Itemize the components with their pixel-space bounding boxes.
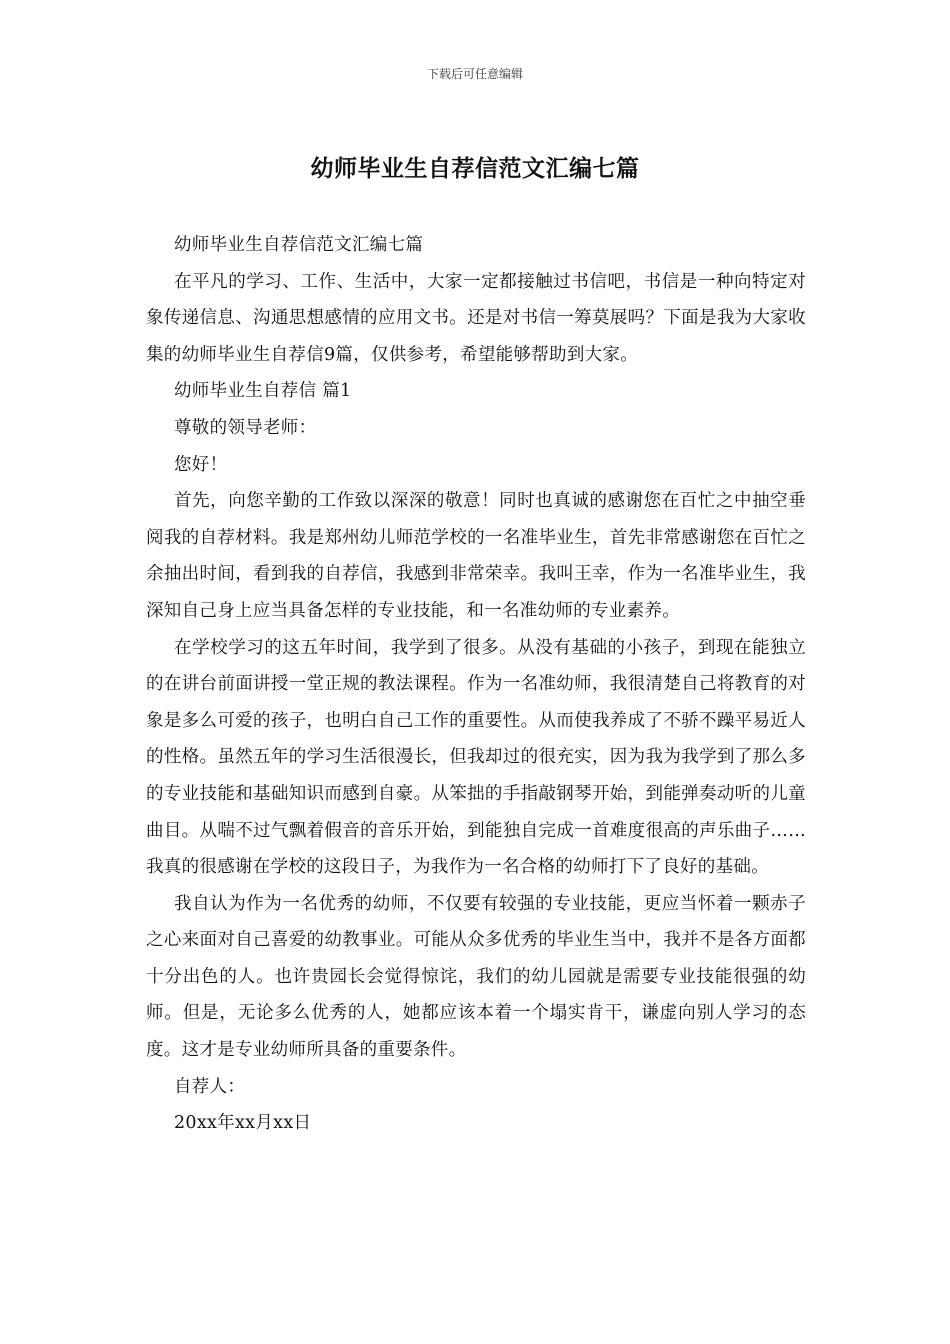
greeting: 您好！ <box>174 454 228 475</box>
signature-date: 20xx年xx月xx日 <box>174 1113 312 1134</box>
section-heading: 幼师毕业生自荐信 篇1 <box>174 381 352 402</box>
document-title: 幼师毕业生自荐信范文汇编七篇 <box>310 155 640 182</box>
intro-paragraph: 在平凡的学习、工作、生活中，大家一定都接触过书信吧，书信是一种向特定对象传递信息、沟通思想感情的应用文书。还是对书信一筹莫展吗？下面是我为大家收集的幼师毕业生自荐信9篇，仅供参考，希望能够帮助到大家。 <box>146 271 806 365</box>
body-paragraph: 首先，向您辛勤的工作致以深深的敬意！同时也真诚的感谢您在百忙之中抽空垂阅我的自荐材料。我是郑州幼儿师范学校的一名准毕业生，首先非常感谢您在百忙之余抽出时间，看到我的自荐信，我感到非常荣幸。我叫王幸，作为一名准毕业生，我深知自己身上应当具备怎样的专业技能，和一名准幼师的专业素养。 <box>146 491 806 621</box>
body-paragraph: 我自认为作为一名优秀的幼师，不仅要有较强的专业技能，更应当怀着一颗赤子之心来面对自己喜爱的幼教事业。可能从众多优秀的毕业生当中，我并不是各方面都十分出色的人。也许贵园长会觉得惊诧，我们的幼儿园就是需要专业技能很强的幼师。但是，无论多么优秀的人，她都应该本着一个塌实肯干，谦虚向别人学习的态度。这才是专业幼师所具备的重要条件。 <box>146 893 806 1061</box>
page-header-note: 下载后可任意编辑 <box>426 67 523 81</box>
salutation: 尊敬的领导老师： <box>174 417 317 438</box>
document-body <box>146 227 806 1142</box>
body-paragraph: 在学校学习的这五年时间，我学到了很多。从没有基础的小孩子，到现在能独立的在讲台前面讲授一堂正规的教法课程。作为一名准幼师，我很清楚自己将教育的对象是多么可爱的孩子，也明白自己工作的重要性。从而使我养成了不骄不躁平易近人的性格。虽然五年的学习生活很漫长，但我却过的很充实，因为我为我学到了那么多的专业技能和基础知识而感到自豪。从笨拙的手指敲钢琴开始，到能弹奏动听的儿童曲目。从喘不过气飘着假音的音乐开始，到能独自完成一首难度很高的声乐曲子……我真的很感谢在学校的这段日子，为我作为一名合格的幼师打下了良好的基础。 <box>146 637 806 878</box>
signature-label: 自荐人： <box>174 1076 246 1097</box>
subtitle-paragraph: 幼师毕业生自荐信范文汇编七篇 <box>174 235 424 255</box>
